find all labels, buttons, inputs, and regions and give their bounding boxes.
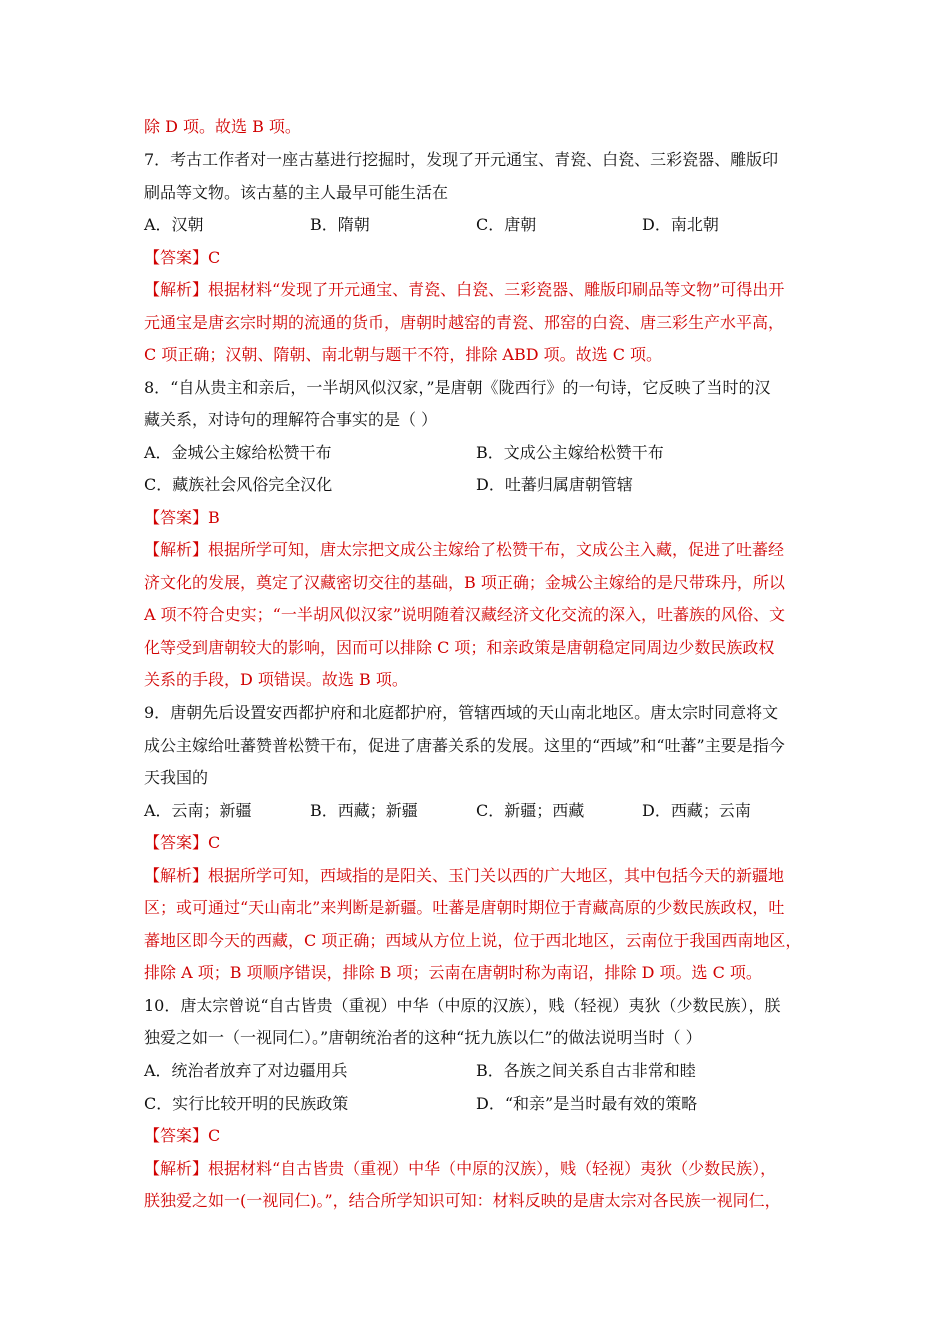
question-7-stem-line2: 刷品等文物。该古墓的主人最早可能生活在 xyxy=(144,183,449,202)
question-10-analysis-line1: 【解析】根据材料“自古皆贵（重视）中华（中原的汉族），贱（轻视）夷狄（少数民族）， xyxy=(144,1159,777,1178)
question-8-analysis-line4: 化等受到唐朝较大的影响，因而可以排除 C 项；和亲政策是唐朝稳定同周边少数民族政权 xyxy=(144,638,775,657)
question-10-stem-line1: 10．唐太宗曾说“自古皆贵（重视）中华（中原的汉族），贱（轻视）夷狄（少数民族），朕 xyxy=(144,996,781,1015)
question-10-stem-line2: 独爱之如一（一视同仁）。”唐朝统治者的这种“抚九族以仁”的做法说明当时（ ） xyxy=(144,1028,702,1047)
question-9-answer: 【答案】C xyxy=(144,833,221,852)
question-8-answer: 【答案】B xyxy=(144,508,220,527)
question-8-option-c: C．藏族社会风俗完全汉化 xyxy=(144,475,333,494)
question-7-analysis-line2: 元通宝是唐玄宗时期的流通的货币，唐朝时越窑的青瓷、邢窑的白瓷、唐三彩生产水平高， xyxy=(144,313,785,332)
question-10-analysis-line2: 朕独爱之如一(一视同仁)。”，结合所学知识可知：材料反映的是唐太宗对各民族一视同仁， xyxy=(144,1191,781,1210)
question-7-option-d: D．南北朝 xyxy=(642,215,719,234)
question-10-option-b: B．各族之间关系自古非常和睦 xyxy=(476,1061,696,1080)
question-7-option-c: C．唐朝 xyxy=(476,215,537,234)
question-9-analysis-line2: 区；或可通过“天山南北”来判断是新疆。吐蕃是唐朝时期位于青藏高原的少数民族政权，吐 xyxy=(144,898,785,917)
question-10-option-d: D．“和亲”是当时最有效的策略 xyxy=(476,1094,698,1113)
question-9-analysis-line3: 蕃地区即今天的西藏，C 项正确；西域从方位上说，位于西北地区，云南位于我国西南地区， xyxy=(144,931,802,950)
question-10-option-a: A．统治者放弃了对边疆用兵 xyxy=(144,1061,348,1080)
question-7-analysis-line1: 【解析】根据材料“发现了开元通宝、青瓷、白瓷、三彩瓷器、雕版印刷品等文物”可得出开 xyxy=(144,280,785,299)
question-8-analysis-line2: 济文化的发展，奠定了汉藏密切交往的基础，B 项正确；金城公主嫁给的是尺带珠丹，所以 xyxy=(144,573,785,592)
question-7-option-b: B．隋朝 xyxy=(310,215,370,234)
question-8-analysis-line5: 关系的手段，D 项错误。故选 B 项。 xyxy=(144,670,408,689)
question-8-analysis-line1: 【解析】根据所学可知，唐太宗把文成公主嫁给了松赞干布，文成公主入藏，促进了吐蕃经 xyxy=(144,540,785,559)
question-7-stem-line1: 7．考古工作者对一座古墓进行挖掘时，发现了开元通宝、青瓷、白瓷、三彩瓷器、雕版印 xyxy=(144,150,779,169)
question-7-answer: 【答案】C xyxy=(144,248,221,267)
question-10-option-c: C．实行比较开明的民族政策 xyxy=(144,1094,349,1113)
question-8-option-a: A．金城公主嫁给松赞干布 xyxy=(144,443,332,462)
question-9-stem-line3: 天我国的 xyxy=(144,768,209,787)
question-8-option-b: B．文成公主嫁给松赞干布 xyxy=(476,443,664,462)
question-9-option-b: B．西藏；新疆 xyxy=(310,801,418,820)
question-9-analysis-line4: 排除 A 项；B 项顺序错误，排除 B 项；云南在唐朝时称为南诏，排除 D 项。选 C 项。 xyxy=(144,963,762,982)
question-9-option-d: D．西藏；云南 xyxy=(642,801,751,820)
question-7-analysis-line3: C 项正确；汉朝、隋朝、南北朝与题干不符，排除 ABD 项。故选 C 项。 xyxy=(144,345,663,364)
question-8-stem-line1: 8．“自从贵主和亲后，一半胡风似汉家，”是唐朝《陇西行》的一句诗，它反映了当时的汉 xyxy=(144,378,771,397)
question-8-analysis-line3: A 项不符合史实；“一半胡风似汉家”说明随着汉藏经济文化交流的深入，吐蕃族的风俗、文 xyxy=(144,605,786,624)
question-9-stem-line1: 9．唐朝先后设置安西都护府和北庭都护府，管辖西域的天山南北地区。唐太宗时同意将文 xyxy=(144,703,779,722)
previous-analysis-tail: 除 D 项。故选 B 项。 xyxy=(144,117,301,136)
question-10-answer: 【答案】C xyxy=(144,1126,221,1145)
question-9-option-a: A．云南；新疆 xyxy=(144,801,252,820)
question-7-option-a: A．汉朝 xyxy=(144,215,204,234)
question-8-option-d: D．吐蕃归属唐朝管辖 xyxy=(476,475,633,494)
question-9-option-c: C．新疆；西藏 xyxy=(476,801,585,820)
question-8-stem-line2: 藏关系，对诗句的理解符合事实的是（ ） xyxy=(144,410,438,429)
question-9-analysis-line1: 【解析】根据所学可知，西域指的是阳关、玉门关以西的广大地区，其中包括今天的新疆地 xyxy=(144,866,785,885)
question-9-stem-line2: 成公主嫁给吐蕃赞普松赞干布，促进了唐蕃关系的发展。这里的“西域”和“吐蕃”主要是指今 xyxy=(144,736,785,755)
